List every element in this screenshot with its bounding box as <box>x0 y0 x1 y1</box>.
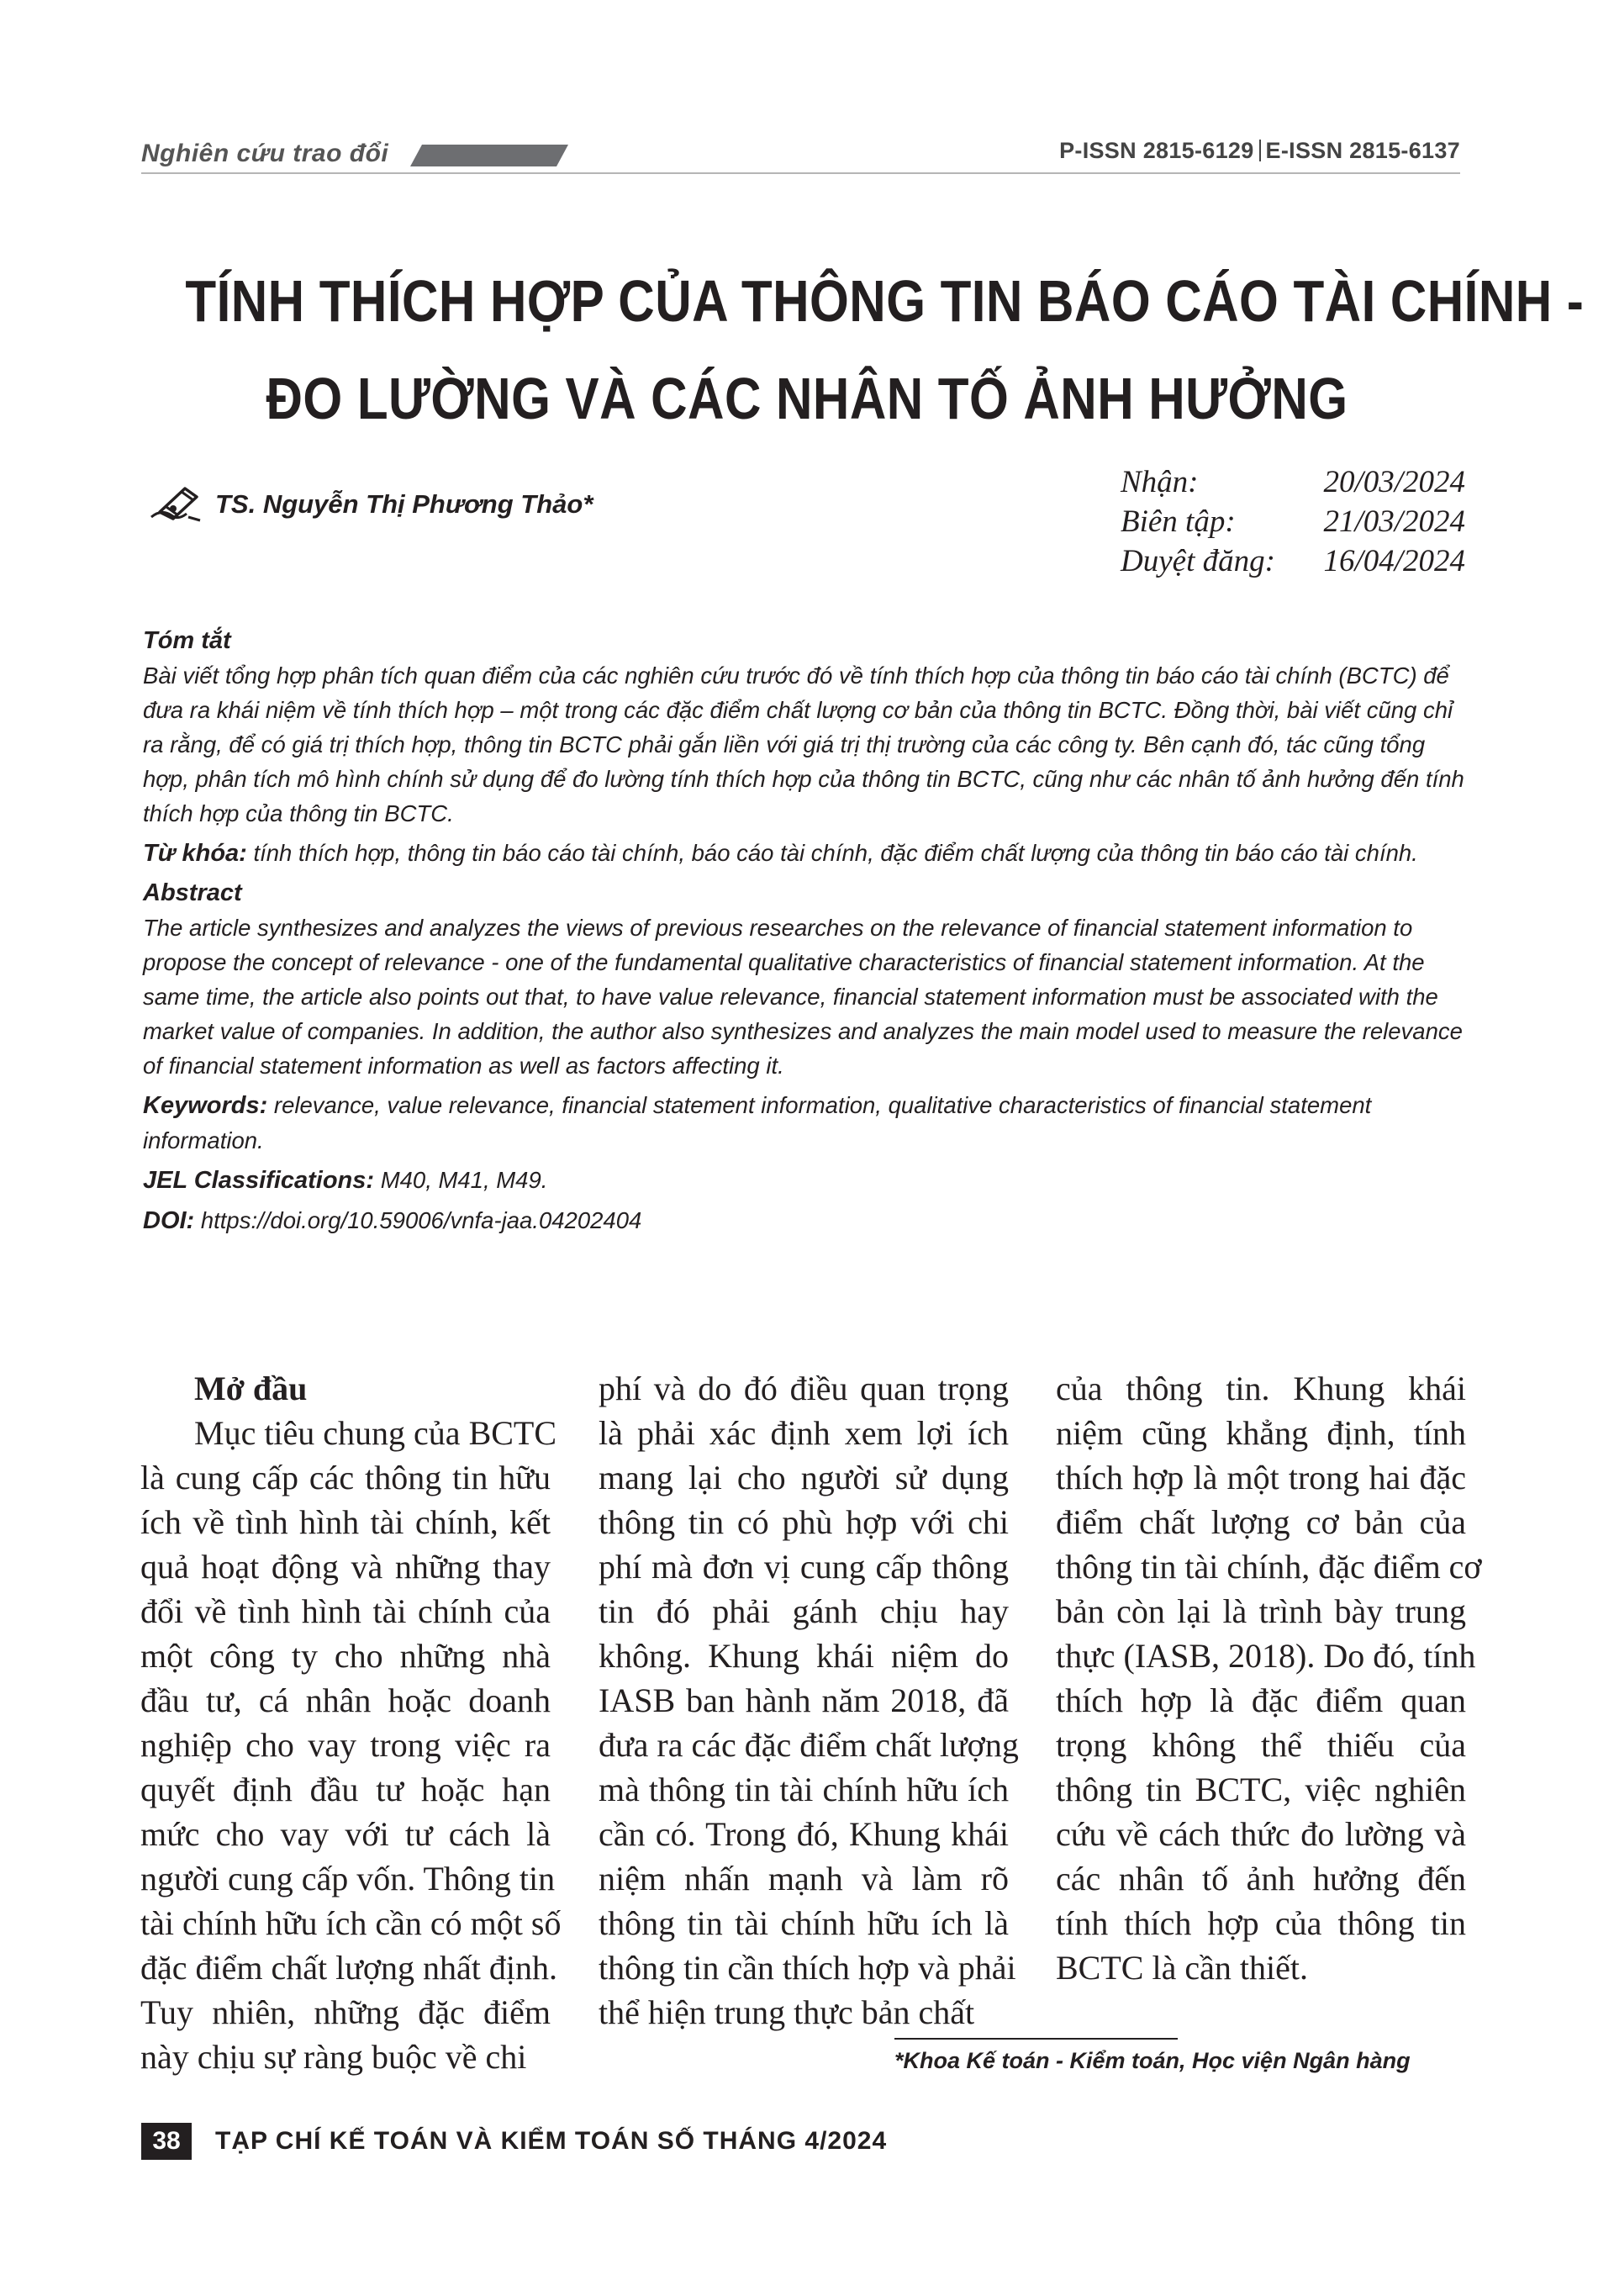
date-value: 16/04/2024 <box>1323 544 1465 578</box>
body-line: bản còn lại là trình bày trung <box>1056 1592 1466 1630</box>
section-label: Nghiên cứu trao đổi <box>141 140 389 167</box>
body-line: đổi về tình hình tài chính của <box>140 1592 551 1630</box>
body-column-3 <box>1056 1366 1482 1990</box>
body-line: trọng không thể thiếu của <box>1056 1726 1466 1764</box>
body-line: thích hợp là đặc điểm quan <box>1056 1681 1466 1719</box>
keywords-vi-text: tính thích hợp, thông tin báo cáo tài chính, báo cáo tài chính, đặc điểm chất lượng của thông tin báo cáo tài chính. <box>253 840 1418 866</box>
summary-vi-text: Bài viết tổng hợp phân tích quan điểm của các nghiên cứu trước đó về tính thích hợp của thông tin báo cáo tài chính (BCTC) để đưa ra khái niệm về tính thích hợp – một trong các đặc điểm chất lượng cơ bản của thông tin BCTC. Đồng thời, bài viết cũng chỉ ra rằng, để có giá trị thích hợp, thông tin BCTC phải gắn liền với giá trị thị trường của các công ty. Bên cạnh đó, tác cũng tổng hợp, phân tích mô hình chính sử dụng để đo lường tính thích hợp của thông tin BCTC, cũng như các nhân tố ảnh hưởng đến tính thích hợp của thông tin BCTC. <box>143 662 1464 826</box>
abstract-en-heading: Abstract <box>143 879 242 906</box>
pen-icon <box>148 483 203 525</box>
body-line: điểm chất lượng cơ bản của <box>1056 1503 1466 1541</box>
date-accepted <box>1121 541 1465 581</box>
body-line: mà thông tin tài chính hữu ích <box>599 1771 1009 1808</box>
submission-dates <box>1121 462 1465 581</box>
body-line: đặc điểm chất lượng nhất định. <box>140 1949 558 1987</box>
body-line: là cung cấp các thông tin hữu <box>140 1459 551 1496</box>
body-line: quả hoạt động và những thay <box>140 1548 551 1586</box>
body-line: IASB ban hành năm 2018, đã <box>599 1681 1009 1719</box>
body-line: đưa ra các đặc điểm chất lượng <box>599 1726 1019 1764</box>
body-line: tính thích hợp của thông tin <box>1056 1904 1466 1942</box>
body-line: ích về tình hình tài chính, kết <box>140 1503 551 1541</box>
body-column-1 <box>140 1366 562 2079</box>
header-rule <box>141 172 1460 174</box>
keywords-en <box>143 1088 1466 1158</box>
body-line: thông tin cần thích hợp và phải <box>599 1949 1016 1987</box>
abstract-block <box>143 624 1466 1238</box>
date-label: Duyệt đăng: <box>1121 544 1275 578</box>
doi <box>143 1203 1466 1238</box>
jel-value: M40, M41, M49. <box>380 1167 548 1193</box>
body-column-2 <box>599 1366 1019 2035</box>
jel-label: JEL Classifications: <box>143 1167 375 1194</box>
section-bar-decoration <box>410 145 568 166</box>
issn-block <box>1059 138 1460 164</box>
body-line: không. Khung khái niệm do <box>599 1637 1009 1675</box>
body-line: BCTC là cần thiết. <box>1056 1949 1308 1987</box>
date-label: Nhận: <box>1121 465 1199 499</box>
body-line: là phải xác định xem lợi ích <box>599 1414 1009 1452</box>
body-line: niệm nhấn mạnh và làm rõ <box>599 1860 1009 1897</box>
body-line: cứu về cách thức đo lường và <box>1056 1815 1466 1853</box>
keywords-en-label: Keywords: <box>143 1092 268 1119</box>
date-value: 21/03/2024 <box>1323 504 1465 539</box>
keywords-en-text: relevance, value relevance, financial statement information, qualitative characteristics of financial statement information. <box>143 1092 1372 1153</box>
body-line: cần có. Trong đó, Khung khái <box>599 1815 1009 1853</box>
body-line: thông tin tài chính, đặc điểm cơ <box>1056 1548 1482 1586</box>
body-line: thông tin có phù hợp với chi <box>599 1503 1009 1541</box>
author-name: TS. Nguyễn Thị Phương Thảo* <box>215 489 593 519</box>
issn-separator <box>1259 140 1261 161</box>
body-line: tài chính hữu ích cần có một số <box>140 1904 562 1942</box>
body-line: Tuy nhiên, những đặc điểm <box>140 1993 551 2031</box>
body-line: mang lại cho người sử dụng <box>599 1459 1009 1496</box>
body-line: thể hiện trung thực bản chất <box>599 1993 975 2031</box>
body-line: các nhân tố ảnh hưởng đến <box>1056 1860 1466 1897</box>
body-line: thông tin BCTC, việc nghiên <box>1056 1771 1466 1808</box>
summary-vi-heading: Tóm tắt <box>143 627 231 654</box>
body-line: người cung cấp vốn. Thông tin <box>140 1860 556 1897</box>
body-line: này chịu sự ràng buộc về chi <box>140 2038 527 2076</box>
date-received <box>1121 462 1465 502</box>
body-line: của thông tin. Khung khái <box>1056 1370 1466 1407</box>
issn-print: P-ISSN 2815-6129 <box>1059 138 1254 163</box>
article-title <box>185 252 1585 447</box>
body-line: tin đó phải gánh chịu hay <box>599 1592 1009 1630</box>
section-heading: Mở đầu <box>194 1370 308 1407</box>
body-line: nghiệp cho vay trong việc ra <box>140 1726 551 1764</box>
keywords-vi <box>143 836 1466 871</box>
footnote-rule <box>894 2038 1178 2040</box>
keywords-vi-label: Từ khóa: <box>143 840 247 867</box>
jel-classifications <box>143 1163 1466 1198</box>
abstract-en-text: The article synthesizes and analyzes the views of previous researches on the relevance of financial statement information to propose the concept of relevance - one of the fundamental qualitative characteristics of financial statement information. At the same time, the article also points out that, to have value relevance, financial statement information must be associated with the market value of companies. In addition, the author also synthesizes and analyzes the main model used to measure the relevance of financial statement information as well as factors affecting it. <box>143 915 1463 1079</box>
doi-link[interactable]: https://doi.org/10.59006/vnfa-jaa.04202404 <box>200 1207 642 1233</box>
body-line: mức cho vay với tư cách là <box>140 1815 551 1853</box>
title-line-1: TÍNH THÍCH HỢP CỦA THÔNG TIN BÁO CÁO TÀI CHÍNH - <box>185 268 1585 334</box>
body-line: thông tin tài chính hữu ích là <box>599 1904 1009 1942</box>
date-edited <box>1121 502 1465 541</box>
date-label: Biên tập: <box>1121 504 1236 539</box>
author-block <box>148 483 593 525</box>
page-number: 38 <box>141 2123 192 2160</box>
body-line: quyết định đầu tư hoặc hạn <box>140 1771 551 1808</box>
body-line: thích hợp là một trong hai đặc <box>1056 1459 1466 1496</box>
journal-name: TẠP CHÍ KẾ TOÁN VÀ KIỂM TOÁN SỐ THÁNG 4/2024 <box>215 2127 888 2155</box>
body-line: niệm cũng khẳng định, tính <box>1056 1414 1466 1452</box>
body-line: phí và do đó điều quan trọng <box>599 1370 1009 1407</box>
affiliation-footnote: *Khoa Kế toán - Kiểm toán, Học viện Ngân hàng <box>894 2048 1411 2073</box>
doi-label: DOI: <box>143 1207 195 1234</box>
body-line: thực (IASB, 2018). Do đó, tính <box>1056 1637 1476 1675</box>
body-line: đầu tư, cá nhân hoặc doanh <box>140 1681 551 1719</box>
body-line: phí mà đơn vị cung cấp thông <box>599 1548 1009 1586</box>
title-line-2: ĐO LƯỜNG VÀ CÁC NHÂN TỐ ẢNH HƯỞNG <box>266 366 1348 431</box>
body-line: một công ty cho những nhà <box>140 1637 551 1675</box>
date-value: 20/03/2024 <box>1323 465 1465 499</box>
body-line: Mục tiêu chung của BCTC <box>194 1414 557 1452</box>
issn-electronic: E-ISSN 2815-6137 <box>1265 138 1460 163</box>
